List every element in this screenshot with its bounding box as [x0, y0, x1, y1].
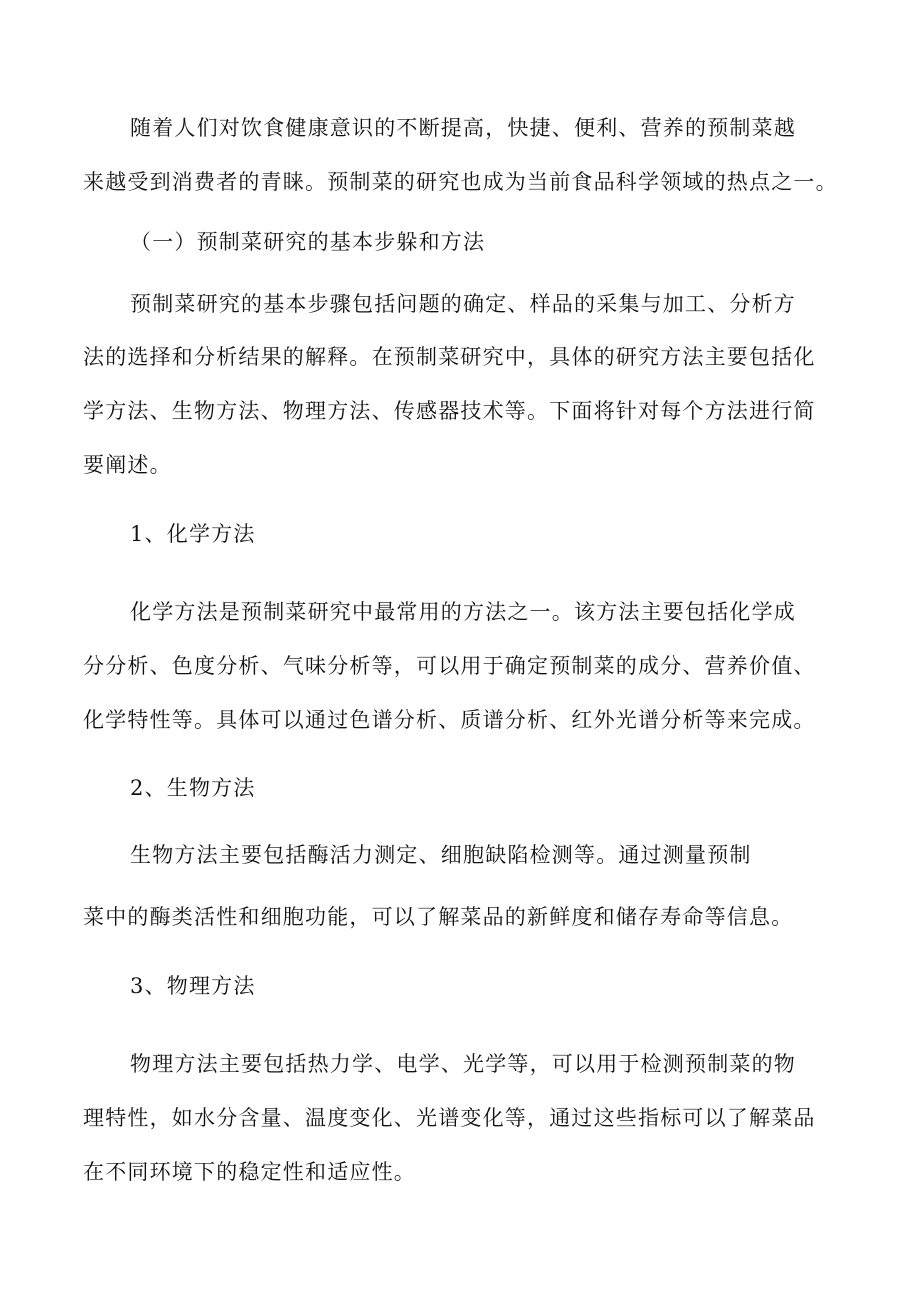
- overview-line: 要阐述。: [83, 453, 172, 477]
- method-physical-line: 在不同环境下的稳定性和适应性。: [83, 1160, 416, 1184]
- method-physical-line: 物理方法主要包括热力学、电学、光学等，可以用于检测预制菜的物: [130, 1052, 796, 1076]
- overview-line: 法的选择和分析结果的解释。在预制菜研究中，具体的研究方法主要包括化: [83, 345, 816, 369]
- section-heading: （一）预制菜研究的基本步躲和方法: [130, 230, 486, 254]
- intro-line: 随着人们对饮食健康意识的不断提高，快捷、便利、营养的预制菜越: [130, 116, 796, 140]
- intro-line: 来越受到消费者的青睐。预制菜的研究也成为当前食品科学领域的热点之一。: [83, 170, 838, 194]
- method-chemical-line: 化学方法是预制菜研究中最常用的方法之一。该方法主要包括化学成: [130, 600, 796, 624]
- overview-line: 预制菜研究的基本步骤包括问题的确定、样品的采集与加工、分析方: [130, 292, 796, 316]
- method-chemical-line: 分分析、色度分析、气味分析等，可以用于确定预制菜的成分、营养价值、: [83, 654, 816, 678]
- method-biological-line: 生物方法主要包括酶活力测定、细胞缺陷检测等。通过测量预制: [130, 843, 752, 867]
- method-heading-biological: 2、生物方法: [130, 776, 256, 800]
- method-chemical-line: 化学特性等。具体可以通过色谱分析、质谱分析、红外光谱分析等来完成。: [83, 708, 816, 732]
- method-biological-line: 菜中的酶类活性和细胞功能，可以了解菜品的新鲜度和储存寿命等信息。: [83, 905, 794, 929]
- method-physical-line: 理特性，如水分含量、温度变化、光谱变化等，通过这些指标可以了解菜品: [83, 1106, 816, 1130]
- method-heading-physical: 3、物理方法: [130, 974, 256, 998]
- method-heading-chemical: 1、化学方法: [130, 522, 256, 546]
- overview-line: 学方法、生物方法、物理方法、传感器技术等。下面将针对每个方法进行简: [83, 399, 816, 423]
